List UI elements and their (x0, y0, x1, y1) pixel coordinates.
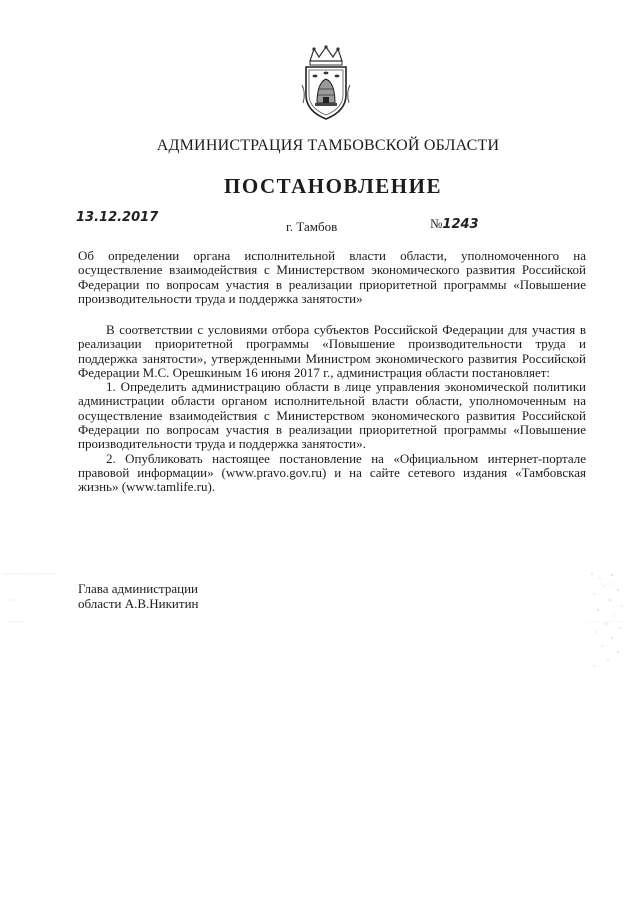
document-number (430, 216, 479, 232)
body-intro: В соответствии с условиями отбора субъектов Российской Федерации для участия в реализации приоритетной программы «Повышение производительности труда и поддержка занятости», утвержденными Министром экономического развития Российской Федерации М.С. Орешкиным 16 июня 2017 г., администрация области постановляет: (78, 322, 586, 380)
document-body (78, 323, 586, 495)
body-item-2: 2. Опубликовать настоящее постановление на «Официальном интернет-портале правовой информации» (www.pravo.gov.ru) и на сайте сетевого издания «Тамбовская жизнь» (www.tamlife.ru). (78, 450, 586, 495)
body-item-1: 1. Определить администрацию области в лице управления экономической политики администрации области органом исполнительной власти области, уполномоченным на осуществление взаимодействия с Министерством экономического развития Российской Федерации по вопросам участия в реализации приоритетной программы «Повышение производительности труда и поддержка занятости». (78, 379, 586, 452)
signature-block (78, 582, 198, 611)
number-value: 1243 (442, 217, 479, 232)
scan-artifact (582, 566, 630, 676)
signature-name: области А.В.Никитин (78, 595, 199, 611)
signature-position: Глава администрации (78, 581, 199, 596)
tambov-coat-of-arms-icon (300, 45, 352, 121)
number-label: № (430, 216, 443, 231)
document-subject: Об определении органа исполнительной власти области, уполномоченного на осуществление взаимодействия с Министерством экономического развития Российской Федерации по вопросам участия в реализации приоритетной программы «Повышение производительности труда и поддержка занятости» (78, 248, 586, 306)
scan-artifact (0, 570, 60, 630)
document-type-title: ПОСТАНОВЛЕНИЕ (224, 174, 442, 198)
document-date: 13.12.2017 (76, 210, 159, 225)
organization-name: АДМИНИСТРАЦИЯ ТАМБОВСКОЙ ОБЛАСТИ (156, 137, 500, 154)
document-city: г. Тамбов (286, 219, 338, 234)
